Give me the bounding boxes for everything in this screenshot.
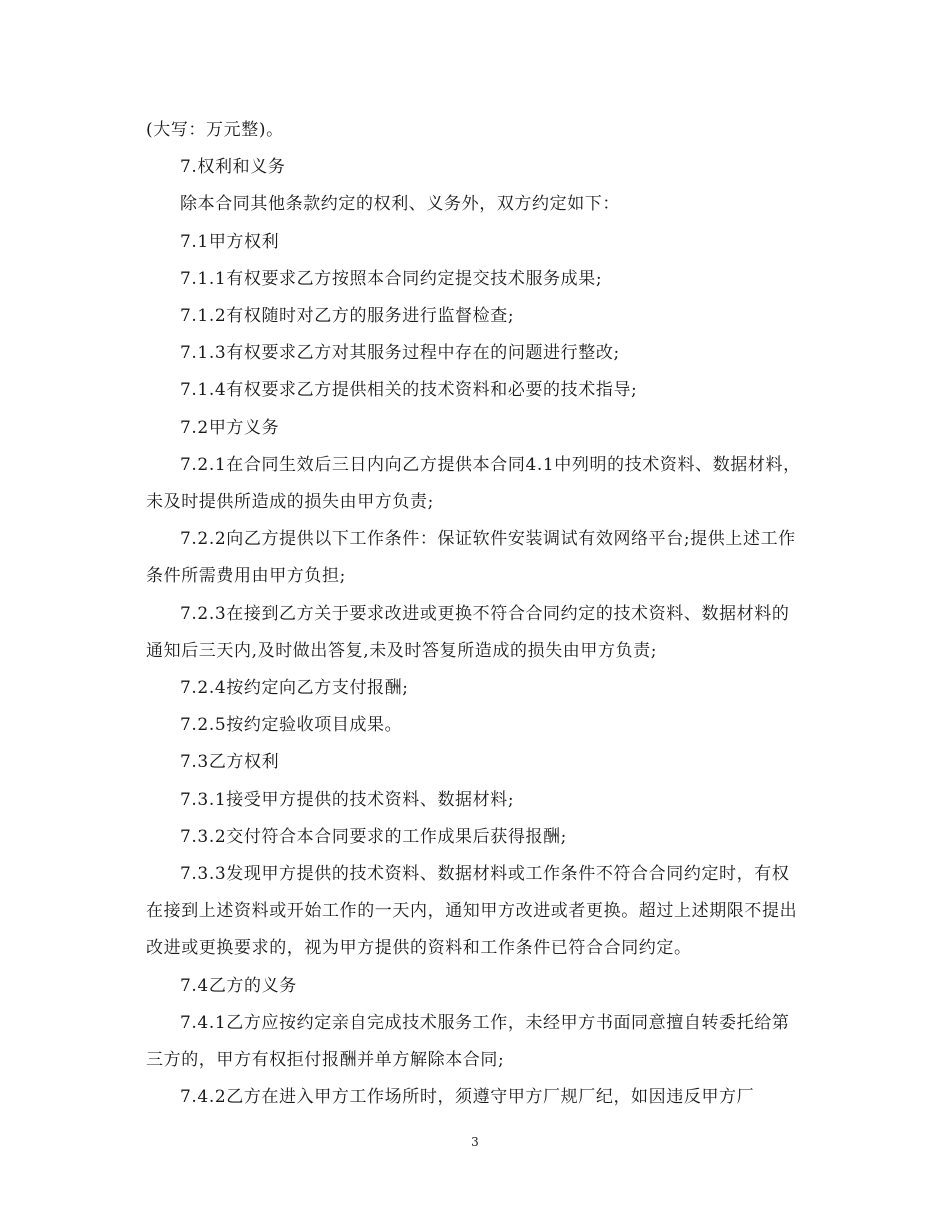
subsection-heading-party-a-rights: 7.1甲方权利 <box>180 231 280 252</box>
clause-7-2-1: 7.2.1在合同生效后三日内向乙方提供本合同4.1中列明的技术资料、数据材料，未及时提供所造成的损失由甲方负责; <box>146 454 801 513</box>
clause-7-1-2: 7.1.2有权随时对乙方的服务进行监督检查; <box>180 306 515 327</box>
clause-7-4-2: 7.4.2乙方在进入甲方工作场所时，须遵守甲方厂规厂纪，如因违反甲方厂 <box>180 1087 755 1108</box>
document-body <box>146 112 806 1116</box>
section-heading-rights-obligations: 7.权利和义务 <box>180 157 286 178</box>
clause-7-2-5: 7.2.5按约定验收项目成果。 <box>180 715 403 736</box>
clause-7-2-4: 7.2.4按约定向乙方支付报酬; <box>180 678 409 699</box>
clause-7-1-1: 7.1.1有权要求乙方按照本合同约定提交技术服务成果; <box>180 268 603 289</box>
clause-7-3-3: 7.3.3发现甲方提供的技术资料、数据材料或工作条件不符合合同约定时，有权在接到上述资料或开始工作的一天内，通知甲方改进或者更换。超过上述期限不提出改进或更换要求的，视为甲方提供的资料和工作条件已符合合同约定。 <box>146 864 798 959</box>
subsection-heading-party-b-rights: 7.3乙方权利 <box>180 752 280 773</box>
clause-7-2-3: 7.2.3在接到乙方关于要求改进或更换不符合合同约定的技术资料、数据材料的通知后三天内,及时做出答复,未及时答复所造成的损失由甲方负责; <box>146 603 790 661</box>
clause-7-1-4: 7.1.4有权要求乙方提供相关的技术资料和必要的技术指导; <box>180 380 638 401</box>
page-number: 3 <box>471 1135 479 1149</box>
subsection-heading-party-a-obligations: 7.2甲方义务 <box>180 417 280 438</box>
clause-7-3-2: 7.3.2交付符合本合同要求的工作成果后获得报酬; <box>180 826 567 847</box>
clause-7-4-1: 7.4.1乙方应按约定亲自完成技术服务工作，未经甲方书面同意擅自转委托给第三方的，甲方有权拒付报酬并单方解除本合同; <box>146 1012 790 1071</box>
subsection-heading-party-b-obligations: 7.4乙方的义务 <box>180 975 297 996</box>
clause-7-3-1: 7.3.1接受甲方提供的技术资料、数据材料; <box>180 789 515 810</box>
clause-7-1-3: 7.1.3有权要求乙方对其服务过程中存在的问题进行整改; <box>180 343 620 364</box>
paragraph-amount-note: (大写：万元整)。 <box>146 120 284 140</box>
paragraph-intro: 除本合同其他条款约定的权利、义务外，双方约定如下： <box>180 194 620 215</box>
clause-7-2-2: 7.2.2向乙方提供以下工作条件：保证软件安装调试有效网络平台;提供上述工作条件所需费用由甲方负担; <box>146 529 796 587</box>
